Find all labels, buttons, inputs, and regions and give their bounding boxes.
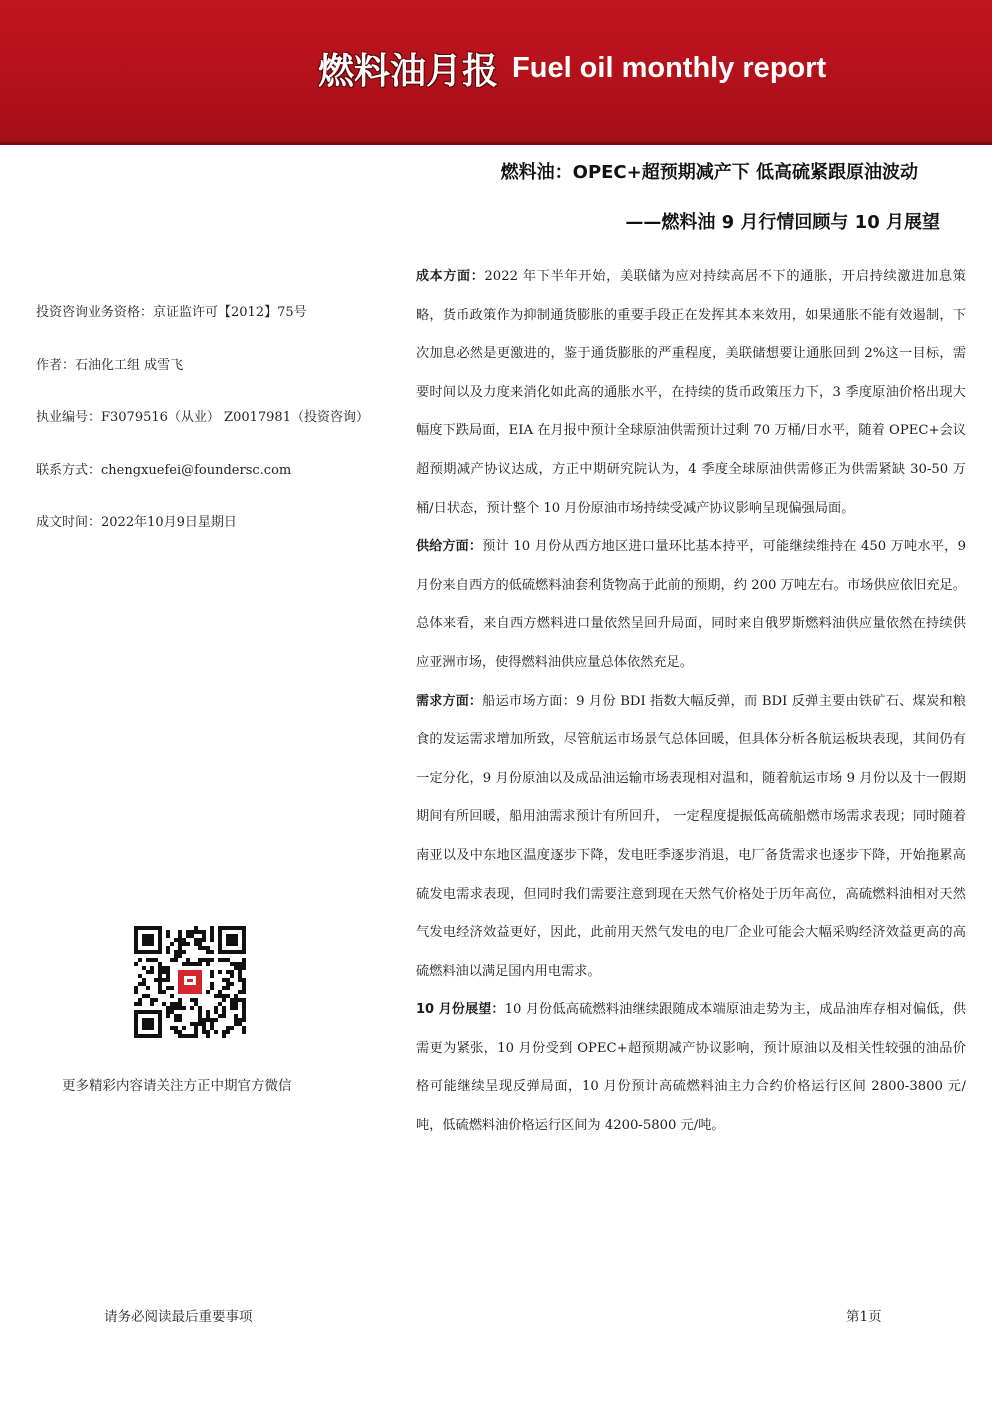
qr-module (194, 998, 198, 1002)
publish-date: 成文时间：2022年10月9日星期日 (36, 515, 237, 530)
qr-module (234, 1002, 238, 1006)
qr-module (190, 1034, 194, 1038)
qr-module (138, 958, 142, 962)
qr-module (242, 982, 246, 986)
qr-module (198, 942, 202, 946)
qr-module (226, 1026, 230, 1030)
qr-module (214, 1030, 218, 1034)
cert-number: 执业编号：F3079516（从业） Z0017981（投资咨询） (36, 410, 369, 425)
qr-module (142, 978, 146, 982)
qr-module (210, 1018, 214, 1022)
qr-module (182, 950, 186, 954)
header-banner (0, 0, 992, 142)
qr-module (202, 1018, 206, 1022)
qr-module (134, 986, 138, 990)
qr-module (142, 966, 146, 970)
qr-caption: 更多精彩内容请关注方正中期官方微信 (62, 1078, 292, 1094)
qr-module (182, 962, 186, 966)
qr-module (202, 1022, 206, 1026)
qr-module (210, 926, 214, 930)
qr-module (194, 942, 198, 946)
contact-email: 联系方式：chengxuefei@foundersc.com (36, 462, 292, 478)
section-supply (416, 528, 966, 682)
qr-module (190, 998, 194, 1002)
qr-module (174, 954, 178, 958)
qr-module (178, 942, 182, 946)
qr-module (158, 962, 162, 966)
qr-module (238, 970, 242, 974)
qr-module (210, 950, 214, 954)
qr-module (158, 982, 162, 986)
qr-module (230, 998, 234, 1002)
qr-module (170, 986, 174, 990)
qr-module (166, 1006, 170, 1010)
qr-module (226, 986, 230, 990)
qr-module (226, 978, 230, 982)
qr-module (194, 930, 198, 934)
qr-finder-core (226, 934, 238, 946)
qr-module (170, 1010, 174, 1014)
footer-notice: 请务必阅读最后重要事项 (104, 1309, 253, 1325)
qr-module (150, 966, 154, 970)
qr-module (210, 1022, 214, 1026)
qr-module (210, 958, 214, 962)
qr-module (170, 1006, 174, 1010)
qr-module (150, 998, 154, 1002)
qr-module (194, 938, 198, 942)
qr-module (210, 982, 214, 986)
qr-module (218, 958, 222, 962)
qr-module (226, 982, 230, 986)
qr-module (186, 934, 190, 938)
qr-module (190, 1006, 194, 1010)
qr-module (166, 946, 170, 950)
qr-module (230, 1026, 234, 1030)
qr-module (162, 966, 166, 970)
qr-module (238, 1018, 242, 1022)
qr-module (186, 942, 190, 946)
section-outlook-text: 10 月份低高硫燃料油继续跟随成本端原油走势为主，成品油库存相对偏低，供需更为紧张，10 月份受到 OPEC+超预期减产协议影响，预计原油以及相关性较强的油品价格可能继续呈现反弹局面，10 月份预计高硫燃料油主力合约价格运行区间 2800-3800 元/吨，低硫燃料油价格运行区间为 4200-5800 元/吨。 (416, 1002, 966, 1134)
qr-module (178, 946, 182, 950)
qr-module (218, 994, 222, 998)
qr-module (234, 1006, 238, 1010)
qr-module (162, 1002, 166, 1006)
qr-module (202, 1026, 206, 1030)
qr-module (150, 958, 154, 962)
qr-module (242, 966, 246, 970)
qr-module (178, 1018, 182, 1022)
author-info (36, 300, 396, 563)
qr-module (202, 938, 206, 942)
qr-module (194, 1022, 198, 1026)
qr-module (242, 1026, 246, 1030)
qr-module (222, 994, 226, 998)
qr-module (222, 958, 226, 962)
qr-module (242, 1018, 246, 1022)
qr-module (166, 978, 170, 982)
qr-module (210, 1026, 214, 1030)
qr-finder-core (142, 1018, 154, 1030)
qr-module (210, 938, 214, 942)
qr-module (198, 938, 202, 942)
qr-module (194, 1034, 198, 1038)
qr-module (178, 1002, 182, 1006)
qr-module (222, 1034, 226, 1038)
qr-module (206, 958, 210, 962)
qr-module (178, 1014, 182, 1018)
qr-module (134, 962, 138, 966)
qr-module (230, 1002, 234, 1006)
qr-module (210, 930, 214, 934)
qr-finder-core (142, 934, 154, 946)
section-cost-text: 2022 年下半年开始，美联储为应对持续高居不下的通胀，开启持续激进加息策略，货币政策作为抑制通货膨胀的重要手段正在发挥其本来效用，如果通胀不能有效遏制，下次加息必然是更激进的，鉴于通货膨胀的严重程度，美联储想要让通胀回到 2%这一目标，需要时间以及力度来消化如此高的通胀水平，在持续的货币政策压力下，3 季度原油价格出现大幅度下跌局面，EIA 在月报中预计全球原油供需预计过剩 70 万桶/日水平，随着 OPEC+会议超预期减产协议达成，方正中期研究院认为，4 季度全球原油供需修正为供需紧缺 30-50 万桶/日状态，预计整个 10 月份原油市场持续受减产协议影响呈现偏强局面。 (416, 269, 966, 516)
qr-module (198, 1014, 202, 1018)
qr-module (178, 930, 182, 934)
title-en: Fuel oil monthly report (512, 51, 827, 84)
qr-module (194, 1002, 198, 1006)
qr-module (198, 1018, 202, 1022)
qr-module (170, 1026, 174, 1030)
qr-module (170, 958, 174, 962)
qr-module (174, 1006, 178, 1010)
qr-module (214, 994, 218, 998)
qr-module (166, 970, 170, 974)
qr-module (142, 994, 146, 998)
qr-module (170, 994, 174, 998)
qr-module (206, 962, 210, 966)
qr-module (142, 982, 146, 986)
qr-module (222, 1010, 226, 1014)
qr-module (238, 998, 242, 1002)
qr-module (182, 942, 186, 946)
qr-module (166, 950, 170, 954)
report-title: 燃料油：OPEC+超预期减产下 低高硫紧跟原油波动 (500, 162, 918, 183)
qr-module (234, 994, 238, 998)
qr-module (222, 1014, 226, 1018)
qr-module (146, 986, 150, 990)
qr-module (242, 958, 246, 962)
qr-module (198, 1010, 202, 1014)
qr-module (242, 1010, 246, 1014)
qr-module (198, 946, 202, 950)
section-demand (416, 683, 966, 992)
qr-module (198, 1022, 202, 1026)
qr-logo-mark-inner (187, 979, 193, 982)
qr-module (166, 1010, 170, 1014)
qr-module (242, 978, 246, 982)
qr-module (138, 998, 142, 1002)
qr-module (158, 974, 162, 978)
qr-module (138, 982, 142, 986)
qr-module (230, 970, 234, 974)
qr-module (170, 1002, 174, 1006)
qr-module (238, 962, 242, 966)
qr-module (190, 962, 194, 966)
qr-module (218, 990, 222, 994)
qr-module (226, 1030, 230, 1034)
qr-module (234, 1018, 238, 1022)
qr-module (150, 970, 154, 974)
license-info: 投资咨询业务资格：京证监许可【2012】75号 (36, 305, 307, 320)
qr-module (206, 946, 210, 950)
qr-module (178, 934, 182, 938)
qr-module (174, 938, 178, 942)
qr-module (170, 942, 174, 946)
qr-module (230, 982, 234, 986)
section-outlook (416, 991, 966, 1145)
report-subtitle: ——燃料油 9 月行情回顾与 10 月展望 (625, 212, 940, 233)
qr-module (234, 998, 238, 1002)
qr-module (178, 1006, 182, 1010)
qr-module (158, 978, 162, 982)
qr-module (190, 1022, 194, 1026)
banner-title (318, 42, 826, 94)
qr-module (214, 1010, 218, 1014)
qr-module (206, 1010, 210, 1014)
qr-module (154, 958, 158, 962)
qr-module (226, 958, 230, 962)
qr-module (238, 1022, 242, 1026)
qr-module (138, 974, 142, 978)
qr-module (230, 962, 234, 966)
qr-module (242, 998, 246, 1002)
qr-module (178, 938, 182, 942)
report-body (416, 258, 966, 1146)
qr-module (178, 1034, 182, 1038)
qr-module (198, 962, 202, 966)
qr-module (154, 978, 158, 982)
qr-module (206, 1014, 210, 1018)
qr-module (174, 1018, 178, 1022)
qr-module (202, 958, 206, 962)
qr-module (242, 1002, 246, 1006)
section-outlook-label: 10 月份展望： (416, 1002, 505, 1018)
qr-module (158, 970, 162, 974)
qr-module (146, 970, 150, 974)
qr-module (206, 1034, 210, 1038)
qr-module (222, 986, 226, 990)
qr-module (134, 990, 138, 994)
qr-module (166, 930, 170, 934)
qr-module (166, 966, 170, 970)
qr-module (222, 1006, 226, 1010)
qr-module (174, 958, 178, 962)
qr-module (206, 1030, 210, 1034)
qr-module (214, 1006, 218, 1010)
qr-module (234, 1014, 238, 1018)
qr-module (158, 990, 162, 994)
qr-module (226, 994, 230, 998)
qr-module (158, 986, 162, 990)
wechat-qr-code (134, 926, 246, 1038)
qr-module (138, 1002, 142, 1006)
qr-module (222, 998, 226, 1002)
qr-module (146, 958, 150, 962)
qr-module (242, 1014, 246, 1018)
qr-module (162, 970, 166, 974)
qr-module (190, 934, 194, 938)
qr-module (174, 1014, 178, 1018)
qr-module (226, 970, 230, 974)
section-supply-text: 预计 10 月份从西方地区进口量环比基本持平，可能继续维持在 450 万吨水平，9 月份来自西方的低硫燃料油套利货物高于此前的预期，约 200 万吨左右。市场供应依旧充足。总体来看，来自西方燃料进口量依然呈回升局面，同时来自俄罗斯燃料油供应量依然在持续供应亚洲市场，使得燃料油供应量总体依然充足。 (416, 539, 966, 670)
qr-module (134, 1002, 138, 1006)
qr-module (242, 1030, 246, 1034)
qr-module (230, 1006, 234, 1010)
qr-module (238, 974, 242, 978)
banner-divider (0, 142, 992, 145)
qr-module (206, 950, 210, 954)
qr-module (234, 1022, 238, 1026)
qr-module (174, 1030, 178, 1034)
qr-module (162, 978, 166, 982)
section-supply-label: 供给方面： (416, 539, 483, 555)
qr-module (238, 966, 242, 970)
qr-module (198, 1006, 202, 1010)
qr-module (194, 926, 198, 930)
qr-module (174, 950, 178, 954)
qr-module (210, 986, 214, 990)
author-name: 作者：石油化工组 成雪飞 (36, 357, 184, 373)
qr-module (218, 1002, 222, 1006)
qr-module (178, 998, 182, 1002)
qr-module (206, 1018, 210, 1022)
qr-module (146, 994, 150, 998)
qr-module (166, 974, 170, 978)
qr-module (166, 1014, 170, 1018)
qr-module (222, 1030, 226, 1034)
qr-module (182, 1034, 186, 1038)
qr-module (222, 978, 226, 982)
qr-module (182, 1026, 186, 1030)
qr-module (206, 990, 210, 994)
qr-module (182, 938, 186, 942)
section-demand-text: 船运市场方面：9 月份 BDI 指数大幅反弹，而 BDI 反弹主要由铁矿石、煤炭和粮食的发运需求增加所致，尽管航运市场景气总体回暖，但具体分析各航运板块表现，其间仍有一定分化，9 月份原油以及成品油运输市场表现相对温和，随着航运市场 9 月份以及十一假期期间有所回暖，船用油需求预计有所回升， 一定程度提振低高硫船燃市场需求表现；同时随着南亚以及中东地区温度逐步下降，发电旺季逐步消退，电厂备货需求也逐步下降，开始拖累高硫发电需求表现，但同时我们需要注意到现在天然气价格处于历年高位，高硫燃料油相对天然气发电经济效益更好，因此，此前用天然气发电的电厂企业可能会大幅采购经济效益更高的高硫燃料油以满足国内用电需求。 (416, 693, 966, 979)
page-number: 第1页 (846, 1309, 882, 1325)
qr-module (190, 930, 194, 934)
qr-module (166, 934, 170, 938)
qr-module (202, 934, 206, 938)
qr-module (202, 930, 206, 934)
qr-module (242, 962, 246, 966)
qr-module (186, 930, 190, 934)
qr-module (242, 986, 246, 990)
qr-module (178, 950, 182, 954)
qr-module (218, 1014, 222, 1018)
qr-module (210, 934, 214, 938)
qr-module (210, 974, 214, 978)
qr-module (154, 998, 158, 1002)
qr-module (218, 970, 222, 974)
qr-module (202, 1030, 206, 1034)
section-cost-label: 成本方面： (416, 269, 485, 284)
qr-module (230, 974, 234, 978)
section-demand-label: 需求方面： (416, 693, 483, 709)
qr-module (162, 990, 166, 994)
qr-module (174, 1026, 178, 1030)
qr-module (150, 1002, 154, 1006)
qr-module (234, 962, 238, 966)
qr-module (214, 1018, 218, 1022)
qr-module (242, 990, 246, 994)
qr-module (182, 1006, 186, 1010)
qr-module (194, 962, 198, 966)
qr-module (238, 978, 242, 982)
qr-module (186, 962, 190, 966)
qr-module (202, 946, 206, 950)
qr-module (198, 958, 202, 962)
qr-module (158, 966, 162, 970)
qr-module (194, 1030, 198, 1034)
qr-module (234, 966, 238, 970)
qr-module (186, 1034, 190, 1038)
qr-module (166, 986, 170, 990)
qr-module (238, 990, 242, 994)
qr-module (178, 1030, 182, 1034)
title-cn: 燃料油月报 (318, 50, 499, 92)
qr-module (198, 930, 202, 934)
qr-module (186, 958, 190, 962)
qr-module (242, 1006, 246, 1010)
qr-module (174, 1002, 178, 1006)
qr-module (194, 1026, 198, 1030)
qr-module (210, 970, 214, 974)
qr-module (178, 954, 182, 958)
section-cost (416, 258, 966, 528)
